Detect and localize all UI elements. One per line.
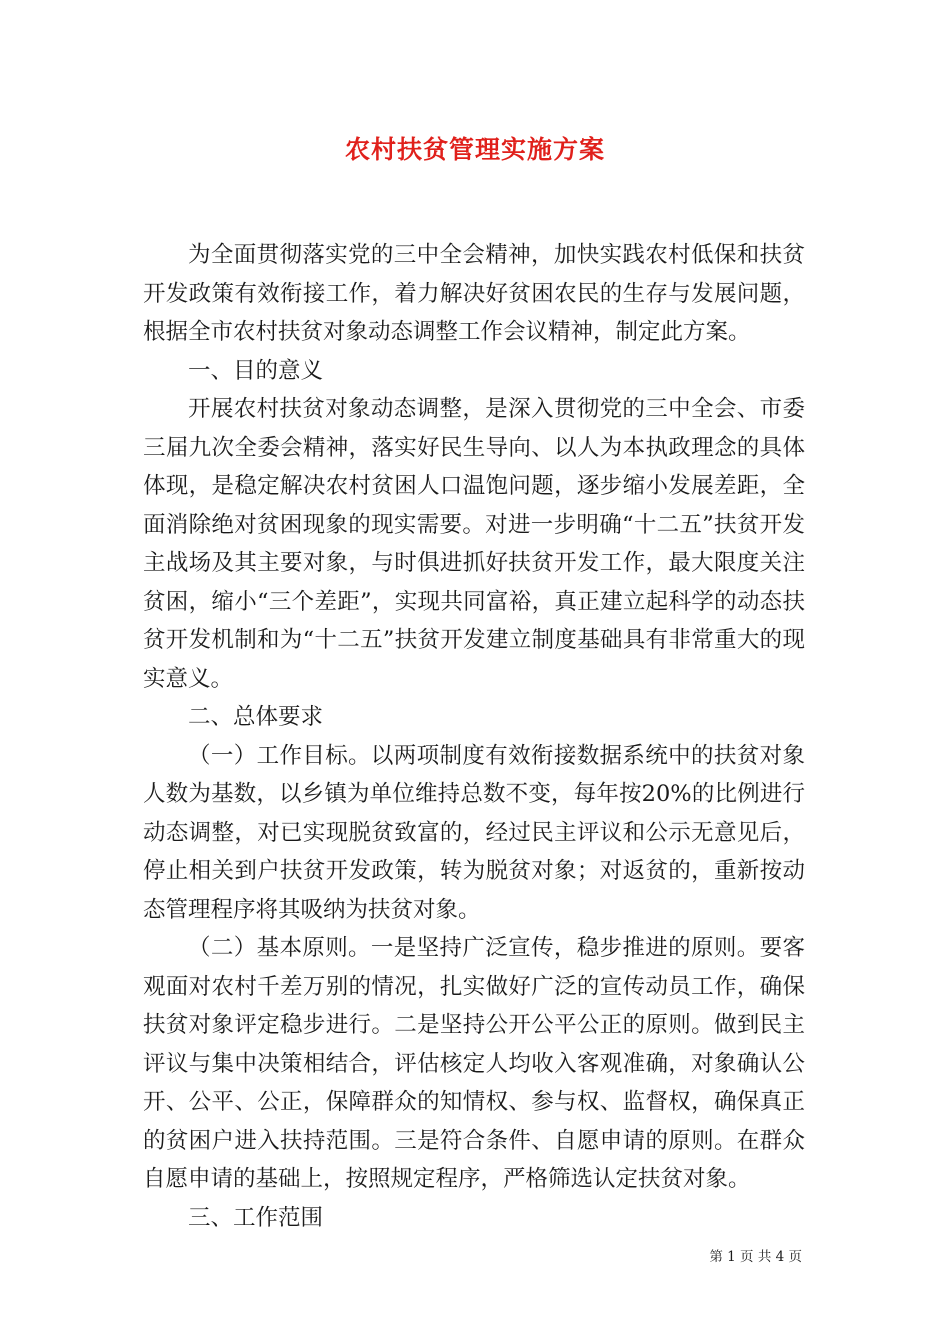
paragraph-purpose: 开展农村扶贫对象动态调整，是深入贯彻党的三中全会、市委三届九次全委会精神，落实好民生导向、以人为本执政理念的具体体现，是稳定解决农村贫困人口温饱问题，逐步缩小发展差距，全面消除绝对贫困现象的现实需要。对进一步明确“十二五”扶贫开发主战场及其主要对象，与时俱进抓好扶贫开发工作，最大限度关注贫困，缩小“三个差距”，实现共同富裕，真正建立起科学的动态扶贫开发机制和为“十二五”扶贫开发建立制度基础具有非常重大的现实意义。 — [143, 396, 805, 692]
document-body — [143, 236, 805, 1237]
paragraph-goals: （一）工作目标。以两项制度有效衔接数据系统中的扶贫对象人数为基数，以乡镇为单位维持总数不变，每年按20%的比例进行动态调整，对已实现脱贫致富的，经过民主评议和公示无意见后，停止相关到户扶贫开发政策，转为脱贫对象；对返贫的，重新按动态管理程序将其吸纳为扶贫对象。 — [143, 742, 805, 923]
paragraph-intro: 为全面贯彻落实党的三中全会精神，加快实践农村低保和扶贫开发政策有效衔接工作，着力解决好贫困农民的生存与发展问题，根据全市农村扶贫对象动态调整工作会议精神，制定此方案。 — [143, 242, 805, 345]
document-title: 农村扶贫管理实施方案 — [344, 135, 605, 164]
page-indicator: 第 1 页 共 4 页 — [709, 1249, 802, 1265]
paragraph-principles: （二）基本原则。一是坚持广泛宣传，稳步推进的原则。要客观面对农村千差万别的情况，扎实做好广泛的宣传动员工作，确保扶贫对象评定稳步进行。二是坚持公开公平公正的原则。做到民主评议与集中决策相结合，评估核定人均收入客观准确，对象确认公开、公平、公正，保障群众的知情权、参与权、监督权，确保真正的贫困户进入扶持范围。三是符合条件、自愿申请的原则。在群众自愿申请的基础上，按照规定程序，严格筛选认定扶贫对象。 — [143, 935, 805, 1192]
section-heading-requirements: 二、总体要求 — [188, 704, 324, 730]
section-heading-scope: 三、工作范围 — [188, 1204, 324, 1231]
section-heading-purpose: 一、目的意义 — [188, 357, 324, 384]
